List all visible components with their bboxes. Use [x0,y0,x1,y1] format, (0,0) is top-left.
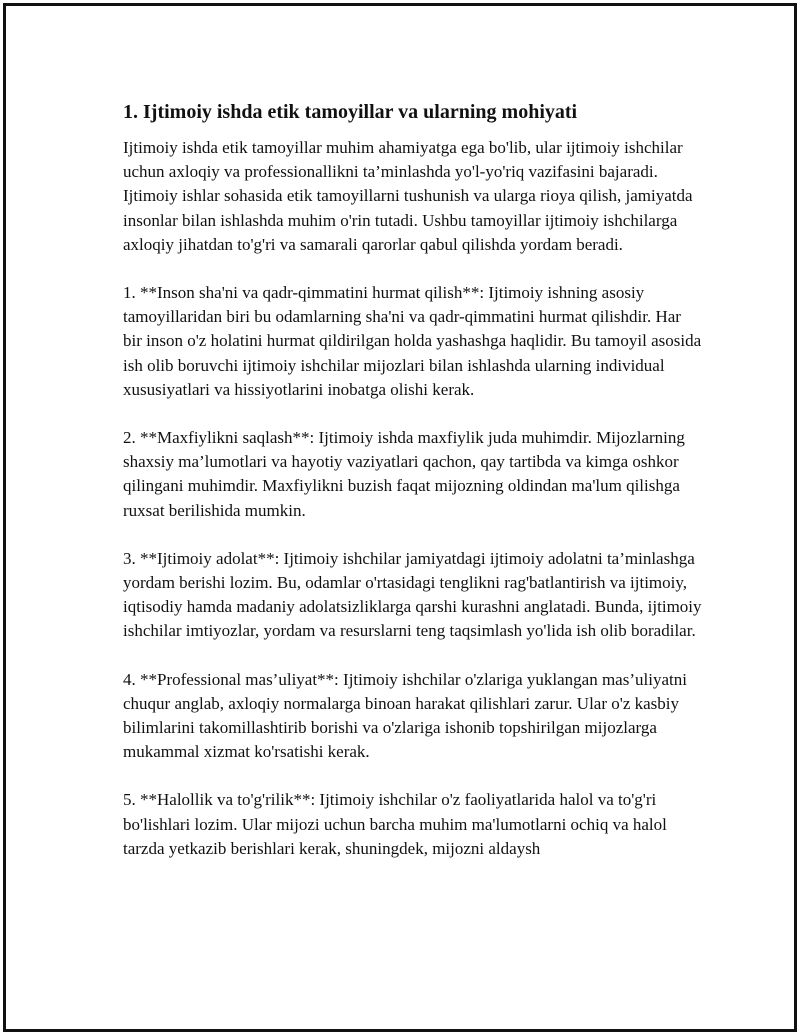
principle-3-paragraph: 3. **Ijtimoiy adolat**: Ijtimoiy ishchilar jamiyatdagi ijtimoiy adolatni ta’minlashga yordam berishi lozim. Bu, odamlar o'rtasidagi tenglikni rag'batlantirish va ijtimoiy, iqtisodiy hamda madaniy adolatsizliklarga qarshi kurashni anglatadi. Bunda, ijtimoiy ishchilar imtiyozlar, yordam va resurslarni teng taqsimlash yo'lida ish olib boradilar. [123,548,702,641]
intro-paragraph: Ijtimoiy ishda etik tamoyillar muhim ahamiyatga ega bo'lib, ular ijtimoiy ishchilar uchun axloqiy va professionallikni ta’minlashda yo'l-yo'riq vazifasini bajaradi. Ijtimoiy ishlar sohasida etik tamoyillarni tushunish va ularga rioya qilish, jamiyatda insonlar bilan ishlashda muhim o'rin tutadi. Ushbu tamoyillar ijtimoiy ishchilarga axloqiy jihatdan to'g'ri va samarali qarorlar qabul qilishda yordam beradi. [123,138,693,254]
document-title: 1. Ijtimoiy ishda etik tamoyillar va ularning mohiyati [123,101,578,123]
principle-4-paragraph: 4. **Professional mas’uliyat**: Ijtimoiy ishchilar o'zlariga yuklangan mas’uliyatni chuqur anglab, axloqiy normalarga binoan harakat qilishlari zarur. Ular o'z kasbiy bilimlarini takomillashtirib borishi va o'zlariga ishonib topshirilgan mijozlarga mukammal xizmat ko'rsatishi kerak. [123,669,687,762]
principle-2-paragraph: 2. **Maxfiylikni saqlash**: Ijtimoiy ishda maxfiylik juda muhimdir. Mijozlarning shaxsiy ma’lumotlari va hayotiy vaziyatlari qachon, qay tartibda va kimga oshkor qilingani muhimdir. Maxfiylikni buzish faqat mijozning oldindan ma'lum qilishga ruxsat berilishida mumkin. [123,428,685,520]
page-frame [3,3,797,1032]
principle-5-paragraph: 5. **Halollik va to'g'rilik**: Ijtimoiy ishchilar o'z faoliyatlarida halol va to'g'ri bo'lishlari lozim. Ular mijozi uchun barcha muhim ma'lumotlarni ochiq va halol tarzda yetkazib berishlari kerak, shuningdek, mijozni aldaysh [123,790,667,858]
principle-1-paragraph: 1. **Inson sha'ni va qadr-qimmatini hurmat qilish**: Ijtimoiy ishning asosiy tamoyillaridan biri bu odamlarning sha'ni va qadr-qimmatini hurmat qilishdir. Har bir inson o'z holatini hurmat qildirilgan holda yashashga haqlidir. Bu tamoyil asosida ish olib boruvchi ijtimoiy ishchilar mijozlari bilan ishlashda ularning individual xususiyatlari va hissiyotlarini inobatga olishi kerak. [123,283,702,399]
document-body [123,98,703,885]
